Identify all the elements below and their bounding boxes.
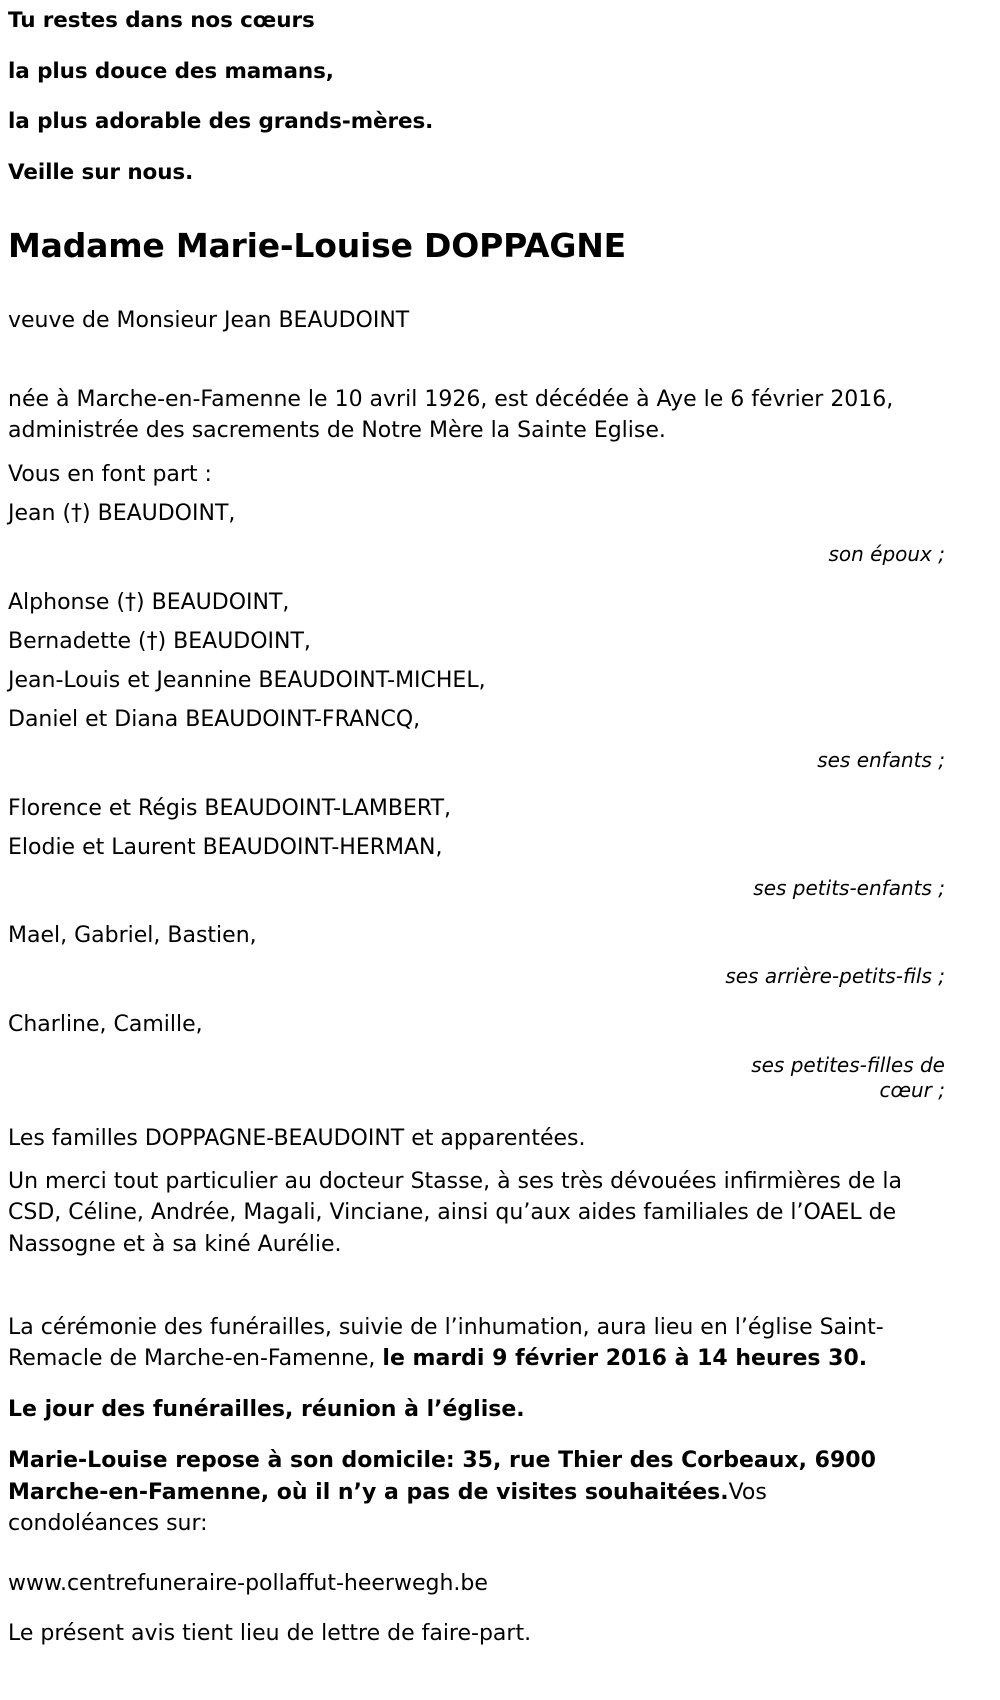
condolences-text: Vos condoléances sur: xyxy=(8,1479,767,1536)
repose-paragraph xyxy=(8,1445,913,1539)
survivor-name: Daniel et Diana BEAUDOINT-FRANCQ, xyxy=(8,707,421,733)
relation-text: ses arrière-petits-fils ; xyxy=(725,964,945,989)
survivors-intro: Vous en font part : xyxy=(8,462,212,488)
survivor-name: Florence et Régis BEAUDOINT-LAMBERT, xyxy=(8,795,452,821)
ceremony-paragraph xyxy=(8,1312,908,1374)
survivor-group-grandchildren xyxy=(8,795,945,902)
condolences-website-link[interactable]: www.centrefuneraire-pollaffut-heerwegh.be xyxy=(8,1571,488,1597)
relation-text: ses petites-filles de cœur ; xyxy=(751,1052,945,1103)
ceremony-datetime: le mardi 9 février 2016 à 14 heures 30. xyxy=(382,1345,868,1371)
relation-label-children: ses enfants ; xyxy=(817,748,945,773)
survivor-name: Charline, Camille, xyxy=(8,1011,203,1037)
epitaph-verse xyxy=(8,10,945,183)
relation-label-great-grandsons xyxy=(8,964,945,990)
widow-of-line: veuve de Monsieur Jean BEAUDOINT xyxy=(8,308,410,333)
epitaph-line-3: la plus adorable des grands-mères. xyxy=(8,109,434,134)
survivor-name: Bernadette (†) BEAUDOINT, xyxy=(8,629,311,655)
relation-label-granddaughters-of-heart xyxy=(8,1053,945,1104)
survivor-name: Elodie et Laurent BEAUDOINT-HERMAN, xyxy=(8,834,443,860)
families-line: Les familles DOPPAGNE-BEAUDOINT et apparentées. xyxy=(8,1126,586,1152)
deceased-name: Madame Marie-Louise DOPPAGNE xyxy=(8,226,627,265)
birth-death-paragraph: née à Marche-en-Famenne le 10 avril 1926, est décédée à Aye le 6 février 2016, administrée des sacrements de Notre Mère la Sainte Eglise. xyxy=(8,387,894,444)
thanks-paragraph: Un merci tout particulier au docteur Stasse, à ses très dévouées infirmières de la CSD, Céline, Andrée, Magali, Vinciane, ainsi qu’aux aides familiales de l’OAEL de Nassogne et à sa kiné Aurélie. xyxy=(8,1169,902,1257)
ceremony-text: La cérémonie des funérailles, suivie de l’inhumation, aura lieu en l’église Saint-Remacle de Marche-en-Famenne, xyxy=(8,1314,884,1371)
survivor-group-children xyxy=(8,592,945,774)
epitaph-line-4: Veille sur nous. xyxy=(8,159,194,185)
relation-label-grandchildren: ses petits-enfants ; xyxy=(753,875,945,900)
survivor-group-spouse xyxy=(8,503,945,568)
survivors-section xyxy=(8,464,945,1259)
relation-label-spouse: son époux ; xyxy=(828,542,945,567)
epitaph-line-1: Tu restes dans nos cœurs xyxy=(8,8,315,33)
survivor-name: Mael, Gabriel, Bastien, xyxy=(8,923,257,949)
survivor-name: Jean-Louis et Jeannine BEAUDOINT-MICHEL, xyxy=(8,668,486,694)
repose-address: Marie-Louise repose à son domicile: 35, rue Thier des Corbeaux, 6900 Marche-en-Famenne, où il n’y a pas de visites souhaitées. xyxy=(8,1448,876,1505)
epitaph-line-2: la plus douce des mamans, xyxy=(8,58,334,84)
survivor-group-great-grandsons xyxy=(8,925,945,990)
survivor-name: Alphonse (†) BEAUDOINT, xyxy=(8,590,290,616)
closing-line: Le présent avis tient lieu de lettre de faire-part. xyxy=(8,1621,532,1647)
survivor-group-granddaughters-of-heart xyxy=(8,1011,945,1104)
survivor-name: Jean (†) BEAUDOINT, xyxy=(8,501,236,527)
gathering-line: Le jour des funérailles, réunion à l’église. xyxy=(8,1397,525,1423)
